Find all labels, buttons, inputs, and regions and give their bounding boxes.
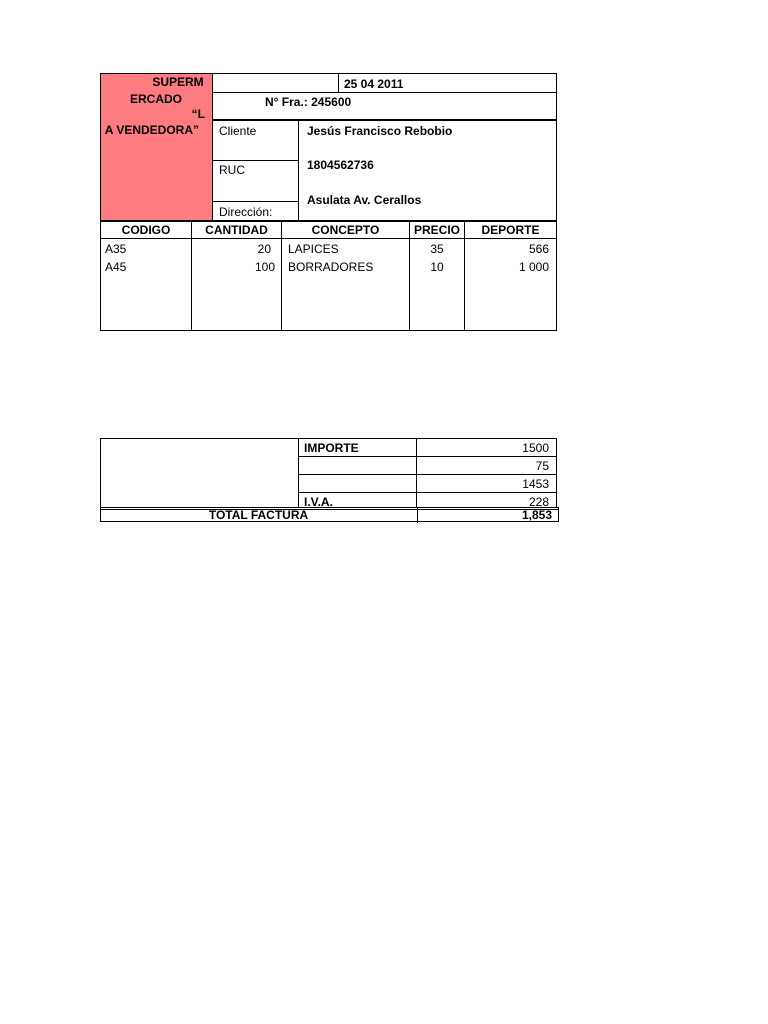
table-cell-concepto: LAPICES	[288, 242, 339, 256]
summary-value: 228	[528, 495, 549, 507]
summary-value: 1500	[522, 441, 549, 455]
table-cell-precio: 35	[430, 242, 444, 256]
column-header-deporte: DEPORTE	[481, 223, 540, 237]
invoice-number: N° Fra.: 245600	[265, 95, 352, 109]
summary-label: IMPORTE	[304, 441, 359, 455]
column-header-codigo: CODIGO	[121, 223, 171, 237]
column-header-cantidad: CANTIDAD	[205, 223, 268, 237]
store-name-line: “L	[191, 107, 205, 121]
table-cell-deporte: 566	[528, 242, 549, 256]
table-cell-codigo: A35	[105, 242, 127, 256]
table-cell-cantidad: 20	[257, 242, 271, 256]
iva-row	[298, 493, 557, 507]
ruc-label: RUC	[219, 163, 245, 177]
store-name-line: SUPERM	[152, 75, 204, 89]
client-ruc: 1804562736	[307, 158, 374, 172]
column-header-concepto: CONCEPTO	[311, 223, 380, 237]
table-cell-cantidad: 100	[254, 260, 275, 274]
invoice-date: 25 04 2011	[344, 77, 404, 91]
summary-value: 75	[535, 459, 549, 473]
store-name-line: A VENDEDORA”	[104, 123, 199, 137]
table-cell-codigo: A45	[105, 260, 127, 274]
client-address: Asulata Av. Cerallos	[307, 193, 422, 207]
address-label: Dirección:	[219, 205, 273, 219]
summary-label: I.V.A.	[304, 495, 333, 507]
table-cell-deporte: 1 000	[518, 260, 549, 274]
summary-value: 1453	[522, 477, 549, 491]
total-label: TOTAL FACTURA	[208, 508, 309, 522]
client-name: Jesús Francisco Rebobio	[307, 124, 453, 138]
table-cell-concepto: BORRADORES	[288, 260, 374, 274]
table-cell-precio: 10	[430, 260, 444, 274]
column-header-precio: PRECIO	[413, 223, 460, 237]
store-name-line: ERCADO	[129, 92, 182, 106]
total-value: 1,853	[521, 508, 552, 522]
client-label: Cliente	[219, 124, 257, 138]
